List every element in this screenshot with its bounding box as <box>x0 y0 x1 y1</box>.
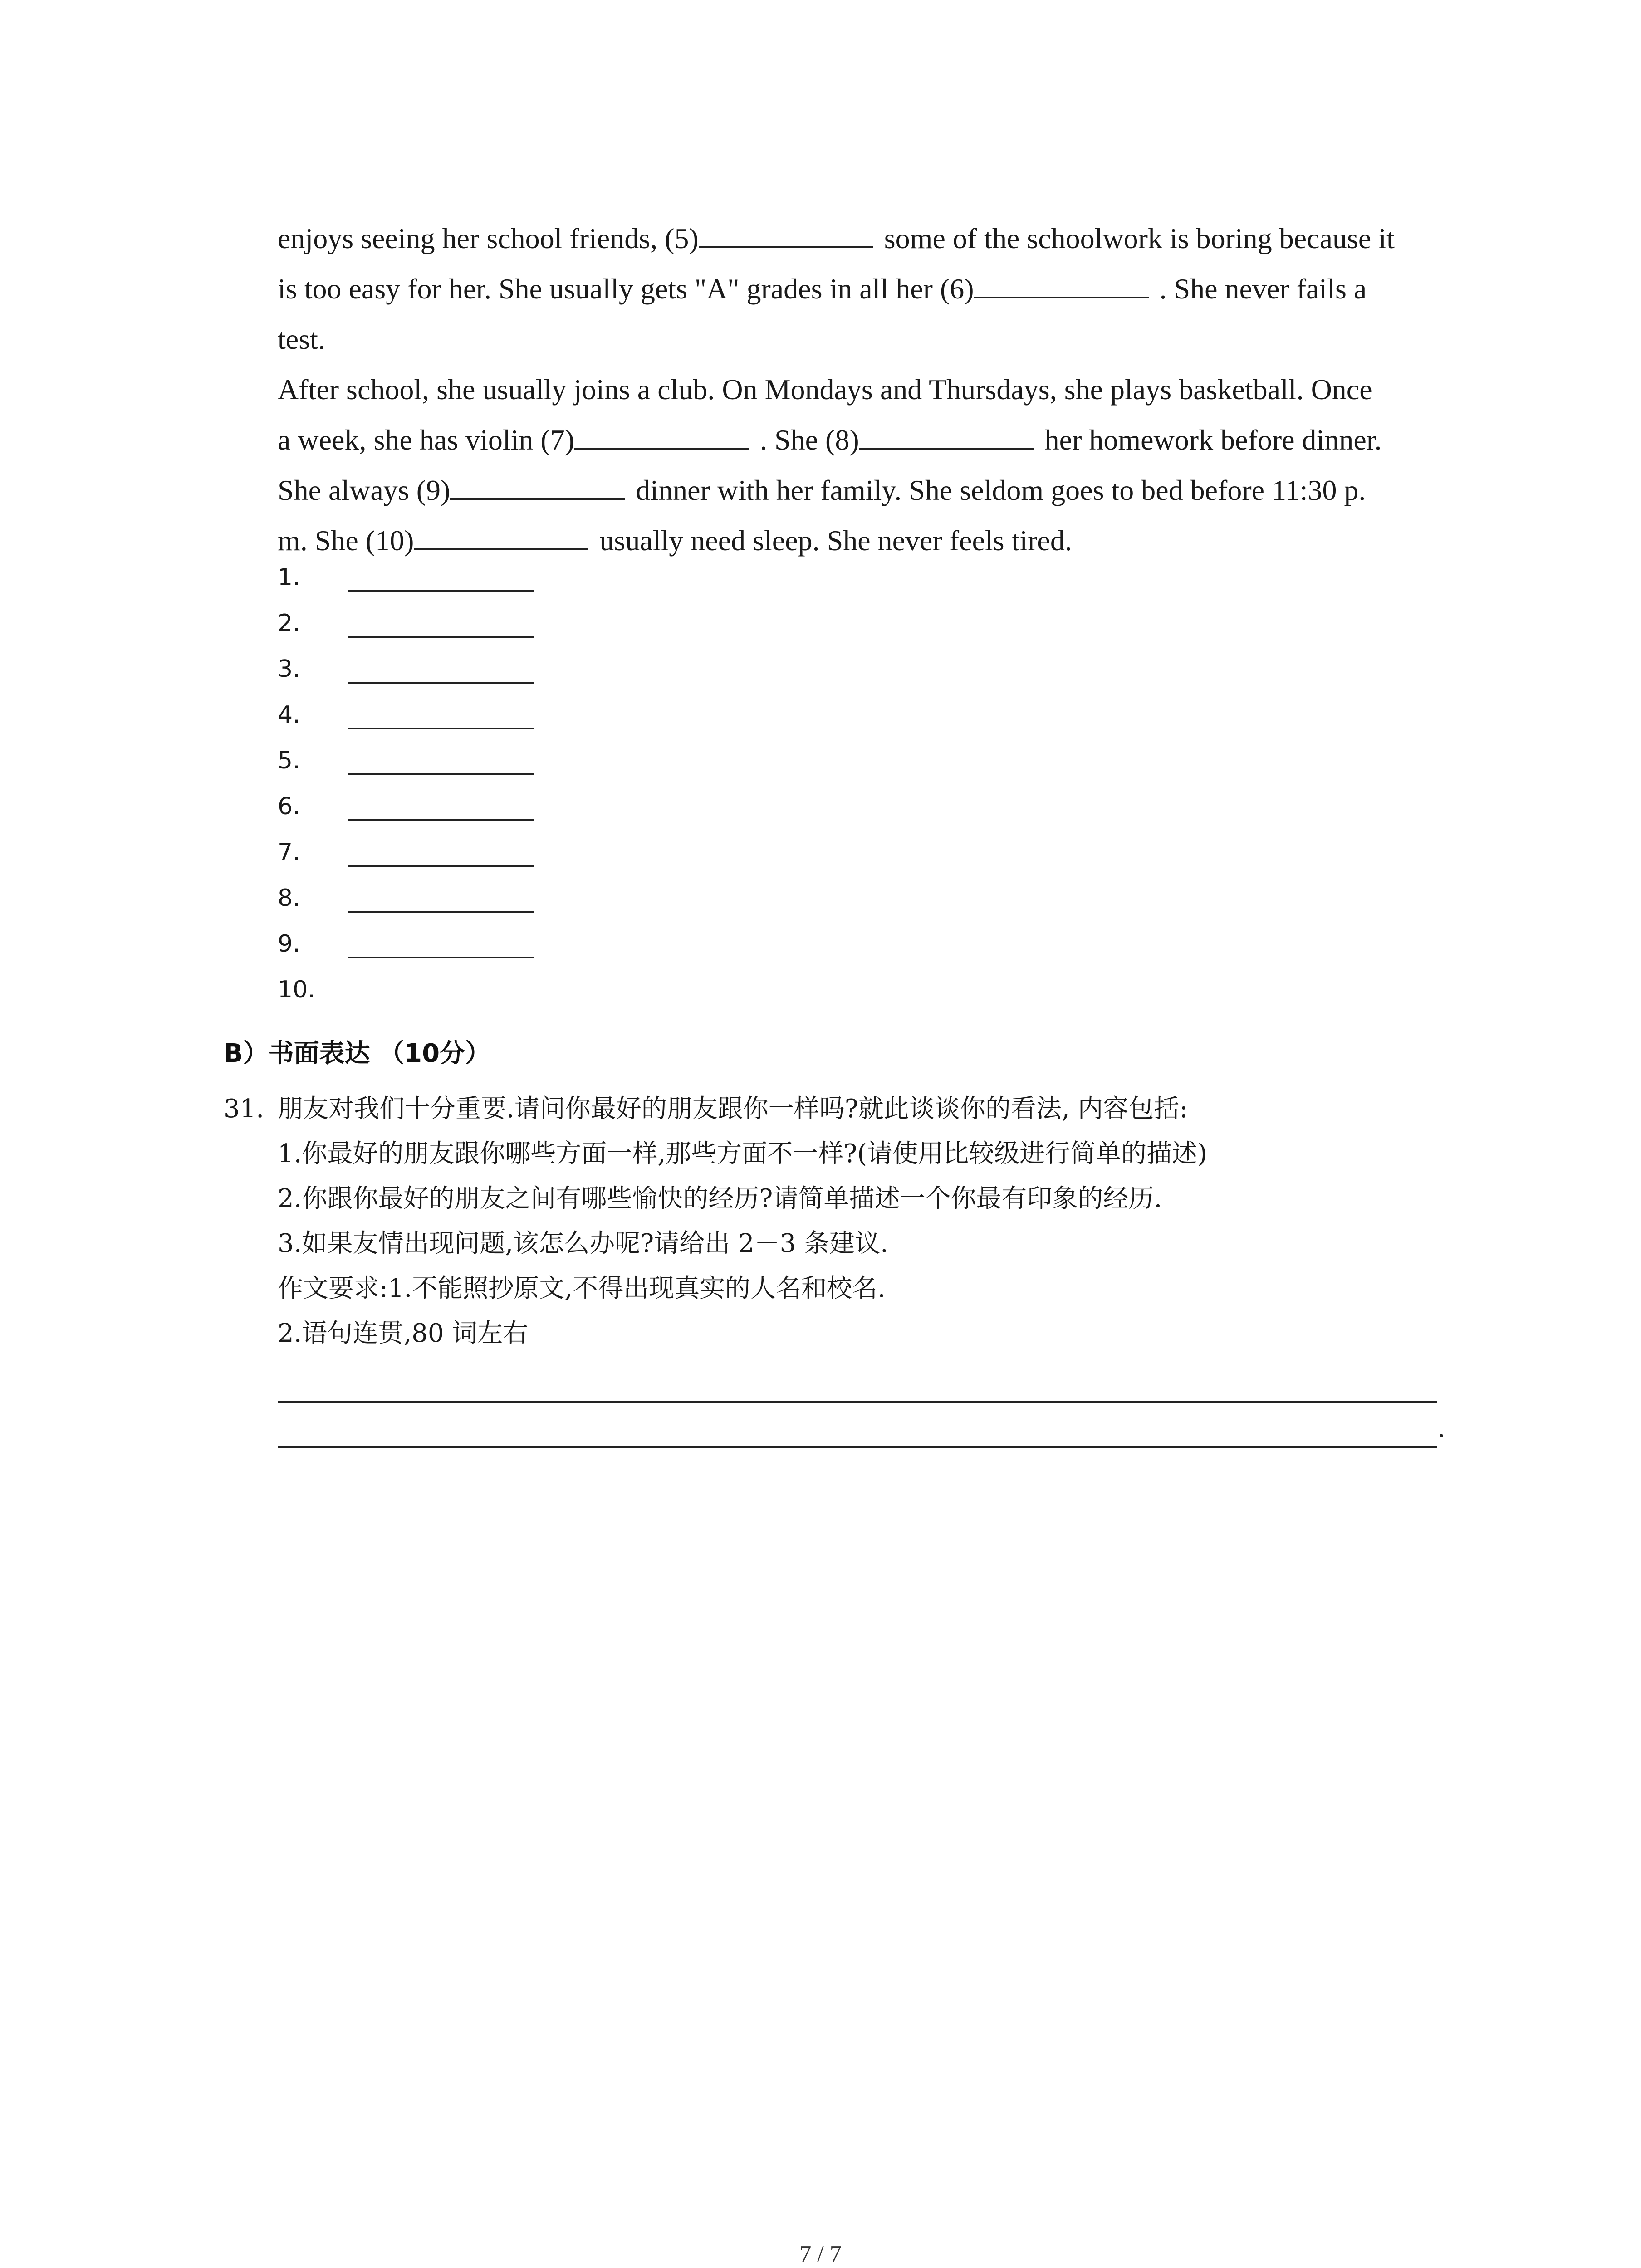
prompt-line: 朋友对我们十分重要.请问你最好的朋友跟你一样吗?就此谈谈你的看法, 内容包括: <box>278 1094 1188 1124</box>
end-period: . <box>1438 1411 1445 1443</box>
answer-number: 5. <box>278 747 300 774</box>
page-number: 7 / 7 <box>799 2241 842 2267</box>
answer-field[interactable] <box>348 590 534 592</box>
passage-line <box>278 314 1457 364</box>
passage-text: . She (8) <box>753 424 859 456</box>
prompt-line: 1.你最好的朋友跟你哪些方面一样,那些方面不一样?(请使用比较级进行简单的描述) <box>278 1139 1207 1168</box>
answer-number: 9. <box>278 930 300 958</box>
answer-number: 6. <box>278 793 300 820</box>
answer-row <box>278 606 641 652</box>
answer-field[interactable] <box>348 682 534 684</box>
answer-field[interactable] <box>348 728 534 729</box>
prompt-line: 2.你跟你最好的朋友之间有哪些愉快的经历?请简单描述一个你最有印象的经历. <box>278 1184 1162 1213</box>
answer-field[interactable] <box>348 773 534 775</box>
passage-text: usually need sleep. She never feels tired. <box>592 524 1072 557</box>
passage-line <box>278 465 1457 515</box>
answer-number: 1. <box>278 564 300 591</box>
answer-field[interactable] <box>348 819 534 821</box>
answer-list <box>278 560 641 1018</box>
passage-line <box>278 415 1457 465</box>
answer-row <box>278 743 641 789</box>
passage-text: enjoys seeing her school friends, (5) <box>278 222 699 254</box>
passage-line <box>278 213 1457 264</box>
answer-row <box>278 835 641 881</box>
answer-number: 3. <box>278 655 300 683</box>
answer-row <box>278 881 641 927</box>
writing-line[interactable] <box>278 1401 1437 1403</box>
answer-number: 8. <box>278 885 300 912</box>
writing-line[interactable] <box>278 1446 1437 1448</box>
answer-field[interactable] <box>348 957 534 958</box>
cloze-passage <box>278 213 1457 566</box>
answer-number: 10. <box>278 976 315 1003</box>
answer-field[interactable] <box>348 636 534 638</box>
passage-text: dinner with her family. She seldom goes to bed before 11:30 p. <box>628 474 1366 506</box>
passage-text: . She never fails a <box>1152 273 1367 305</box>
passage-line <box>278 264 1457 314</box>
blank-7[interactable] <box>574 420 749 450</box>
answer-row <box>278 973 641 1018</box>
question-number: 31. <box>224 1094 265 1124</box>
section-heading: B）书面表达 （10分） <box>224 1039 491 1068</box>
blank-8[interactable] <box>859 420 1034 450</box>
answer-field[interactable] <box>348 865 534 867</box>
answer-field[interactable] <box>348 911 534 913</box>
answer-row <box>278 789 641 835</box>
question-prompt <box>278 1086 1207 1356</box>
passage-text: She always (9) <box>278 474 451 506</box>
passage-line <box>278 515 1457 566</box>
prompt-line: 作文要求:1.不能照抄原文,不得出现真实的人名和校名. <box>278 1274 886 1303</box>
answer-row <box>278 927 641 973</box>
passage-text: is too easy for her. She usually gets "A" grades in all her (6) <box>278 273 974 305</box>
passage-text: After school, she usually joins a club. On Mondays and Thursdays, she plays basketball. Once <box>278 373 1372 406</box>
blank-10[interactable] <box>414 520 588 550</box>
answer-row <box>278 698 641 743</box>
blank-6[interactable] <box>974 269 1149 298</box>
blank-9[interactable] <box>450 470 625 500</box>
passage-line <box>278 364 1457 415</box>
answer-row <box>278 560 641 606</box>
passage-text: a week, she has violin (7) <box>278 424 575 456</box>
passage-text: m. She (10) <box>278 524 414 557</box>
passage-text: some of the schoolwork is boring because it <box>877 222 1395 254</box>
blank-5[interactable] <box>699 218 873 248</box>
answer-row <box>278 652 641 698</box>
prompt-line: 3.如果友情出现问题,该怎么办呢?请给出 2－3 条建议. <box>278 1229 888 1258</box>
passage-text: her homework before dinner. <box>1037 424 1382 456</box>
answer-number: 7. <box>278 839 300 866</box>
answer-number: 4. <box>278 701 300 728</box>
answer-number: 2. <box>278 610 300 637</box>
passage-text: test. <box>278 323 325 355</box>
prompt-line: 2.语句连贯,80 词左右 <box>278 1319 529 1348</box>
